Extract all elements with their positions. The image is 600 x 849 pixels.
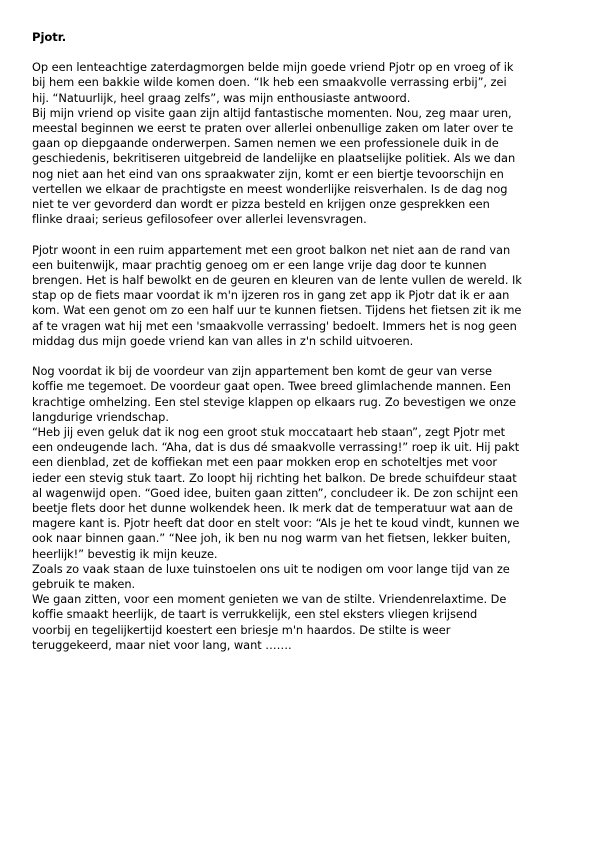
text-line: bij hem een bakkie wilde komen doen. “Ik heb een smaakvolle verrassing erbij”, zei xyxy=(32,75,507,90)
text-line: Pjotr woont in een ruim appartement met een groot balkon net niet aan de rand van xyxy=(32,242,511,257)
text-line: gaan op diepgaande onderwerpen. Samen nemen we een professionele duik in de xyxy=(32,136,499,151)
text-line: magere kant is. Pjotr heeft dat door en stelt voor: “Als je het te koud vindt, kunnen we xyxy=(32,516,520,531)
paragraph xyxy=(32,60,576,227)
text-line: We gaan zitten, voor een moment genieten we van de stilte. Vriendenrelaxtime. De xyxy=(32,592,507,607)
text-line: nog niet aan het eind van ons spraakwater zijn, komt er een biertje tevoorschijn en xyxy=(32,166,504,181)
text-line: koffie smaakt heerlijk, de taart is verrukkelijk, een stel eksters vliegen krijsend xyxy=(32,607,478,622)
text-line: Op een lenteachtige zaterdagmorgen belde mijn goede vriend Pjotr op en vroeg of ik xyxy=(32,60,514,75)
text-line: een ondeugende lach. “Aha, dat is dus dé smaakvolle verrassing!” roep ik uit. Hij pakt xyxy=(32,440,520,455)
text-line: een dienblad, zet de koffiekan met een paar mokken erop en schoteltjes met voor xyxy=(32,455,497,470)
text-line: af te vragen wat hij met een 'smaakvolle verrassing' bedoelt. Immers het is nog geen xyxy=(32,318,517,333)
text-line: flinke draai; serieus gefilosofeer over allerlei levensvragen. xyxy=(32,212,367,227)
text-line: koffie me tegemoet. De voordeur gaat open. Twee breed glimlachende mannen. Een xyxy=(32,379,511,394)
text-line: geschiedenis, bekritiseren uitgebreid de landelijke en plaatselijke politiek. Als we dan xyxy=(32,151,516,166)
text-line: krachtige omhelzing. Een stel stevige klappen op elkaars rug. Zo bevestigen we onze xyxy=(32,394,516,409)
text-line: kom. Wat een genot om zo een half uur te kunnen fietsen. Tijdens het fietsen zit ik me xyxy=(32,303,522,318)
text-line: stap op de fiets maar voordat ik m'n ijzeren ros in gang zet app ik Pjotr dat ik er aan xyxy=(32,288,510,303)
text-line: ieder een stevig stuk taart. Zo loopt hij richting het balkon. De brede schuifdeur staat xyxy=(32,470,517,485)
text-line: middag dus mijn goede vriend kan van alles in z'n schild uitvoeren. xyxy=(32,333,414,348)
paragraph xyxy=(32,243,576,349)
text-line: vertellen we elkaar de prachtigste en meest wonderlijke reisverhalen. Is de dag nog xyxy=(32,181,508,196)
text-line: ook naar binnen gaan.” “Nee joh, ik ben nu nog warm van het fietsen, lekker buiten, xyxy=(32,531,511,546)
text-line: “Heb jij even geluk dat ik nog een groot stuk moccataart heb staan”, zegt Pjotr met xyxy=(32,425,506,440)
paragraph xyxy=(32,364,576,653)
text-line: meestal beginnen we eerst te praten over allerlei onbenullige zaken om later over te xyxy=(32,121,514,136)
text-line: Nog voordat ik bij de voordeur van zijn appartement ben komt de geur van verse xyxy=(32,364,492,379)
text-line: heerlijk!” bevestig ik mijn keuze. xyxy=(32,546,218,561)
text-line: langdurige vriendschap. xyxy=(32,409,169,424)
text-line: Zoals zo vaak staan de luxe tuinstoelen ons uit te nodigen om voor lange tijd van ze xyxy=(32,561,510,576)
text-line: Bij mijn vriend op visite gaan zijn altijd fantastische momenten. Nou, zeg maar uren, xyxy=(32,105,512,120)
document-body xyxy=(32,60,576,653)
text-line: al wagenwijd open. “Goed idee, buiten gaan zitten”, concludeer ik. De zon schijnt een xyxy=(32,485,519,500)
text-line: beetje flets door het dunne wolkendek heen. Ik merk dat de temperatuur wat aan de xyxy=(32,501,513,516)
text-line: niet te ver gevorderd dan wordt er pizza besteld en krijgen onze gesprekken een xyxy=(32,197,490,212)
text-line: gebruik te maken. xyxy=(32,577,136,592)
text-line: hij. “Natuurlijk, heel graag zelfs”, was mijn enthousiaste antwoord. xyxy=(32,90,411,105)
text-line: teruggekeerd, maar niet voor lang, want ……. xyxy=(32,637,292,652)
text-line: voorbij en tegelijkertijd koestert een briesje m'n haardos. De stilte is weer xyxy=(32,622,451,637)
text-line: een buitenwijk, maar prachtig genoeg om er een lange vrije dag door te kunnen xyxy=(32,257,487,272)
text-line: brengen. Het is half bewolkt en de geuren en kleuren van de lente vullen de wereld. Ik xyxy=(32,273,522,288)
document-title: Pjotr. xyxy=(32,30,67,44)
